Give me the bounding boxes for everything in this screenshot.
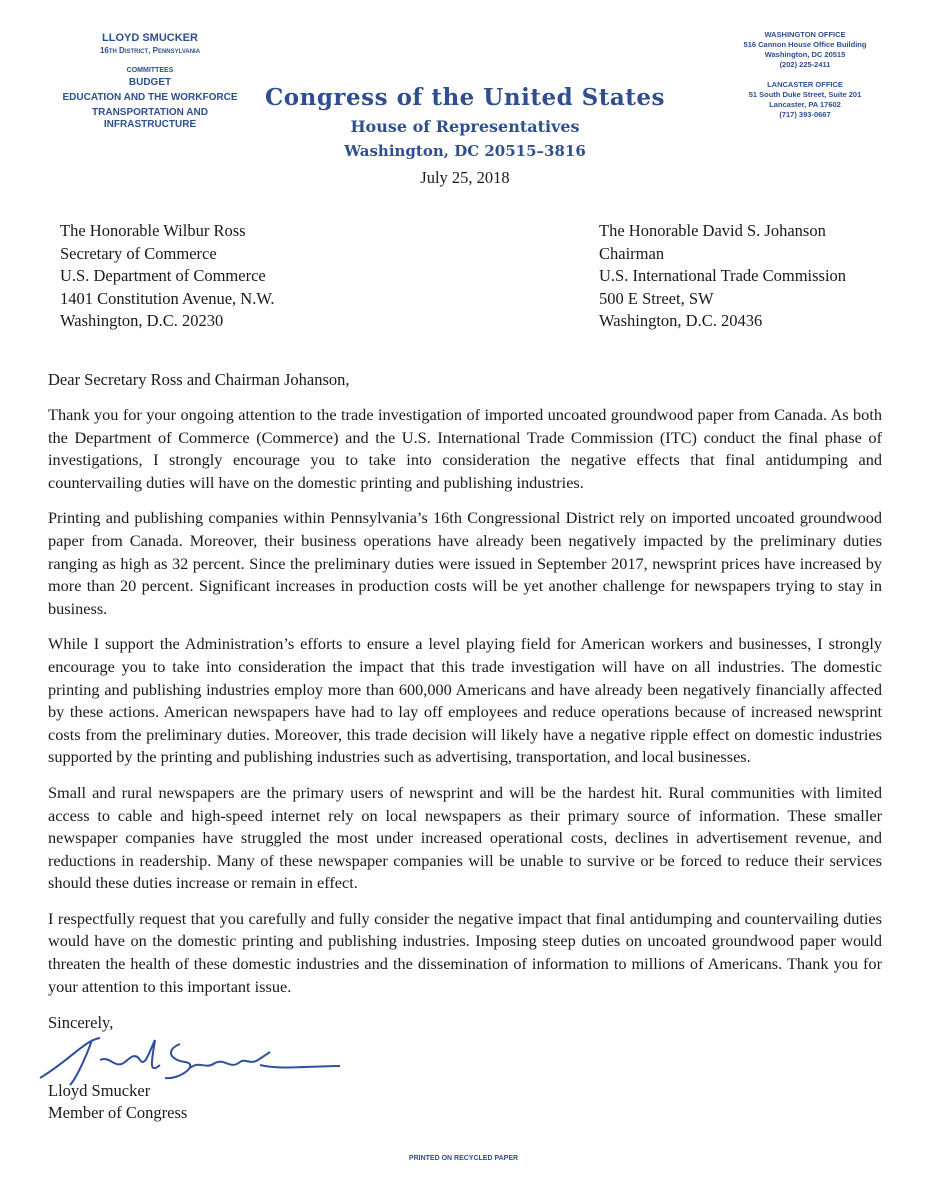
- city-zip: Washington, DC 20515–3816: [344, 142, 586, 160]
- address-line: The Honorable Wilbur Ross: [60, 221, 246, 240]
- letter-date: July 25, 2018: [420, 168, 510, 187]
- paragraph: While I support the Administration’s efforts to ensure a level playing field for American workers and businesses, I strongly encourage you to take into consideration the impact that this trade investigation will have on all industries. The domestic printing and publishing industries employ more than 600,000 Americans and have already been negatively financially affected by these actions. American newspapers have had to lay off employees and reduce operations because of increased newsprint costs from the preliminary duties. Moreover, this trade decision will likely have a negative ripple effect on domestic industries supported by the printing and publishing industries such as advertising, transportation, and local businesses.: [48, 634, 882, 767]
- office-phone: (717) 393-0667: [779, 110, 831, 119]
- letterhead-center: [230, 84, 700, 188]
- member-name: LLOYD SMUCKER: [102, 32, 198, 44]
- house-subtitle: House of Representatives: [350, 117, 580, 136]
- paragraph: Thank you for your ongoing attention to the trade investigation of imported uncoated groundwood paper from Canada. As both the Department of Commerce (Commerce) and the U.S. International Trade Commission (ITC) conduct the final phase of investigations, I strongly encourage you to take into consideration the negative effects that final antidumping and countervailing duties will have on the domestic printing and publishing industries.: [48, 405, 882, 492]
- letter-body: [48, 404, 882, 1011]
- recipient-address-2: [599, 220, 846, 333]
- address-line: Secretary of Commerce: [60, 243, 217, 263]
- handwritten-signature: [30, 1030, 360, 1090]
- paragraph: I respectfully request that you carefully and fully consider the negative impact that final antidumping and countervailing duties would have on the domestic printing and publishing industries. Imposing steep duties on uncoated groundwood paper would threaten the health of these domestic industries and the dissemination of information to millions of Americans. Thank you for your attention to this important issue.: [48, 908, 882, 996]
- address-line: Washington, D.C. 20230: [60, 311, 224, 330]
- office-line: Washington, DC 20515: [764, 50, 846, 59]
- congress-title: Congress of the United States: [264, 84, 666, 111]
- office-line: 516 Cannon House Office Building: [743, 40, 867, 49]
- office-label: LANCASTER OFFICE: [767, 80, 843, 89]
- committee: TRANSPORTATION AND INFRASTRUCTURE: [92, 107, 208, 130]
- office-line: 51 South Duke Street, Suite 201: [748, 90, 862, 99]
- closing: Sincerely,: [48, 1013, 114, 1032]
- address-line: Chairman: [599, 243, 665, 263]
- committee: BUDGET: [128, 77, 172, 88]
- letterhead-left: [40, 32, 260, 131]
- paragraph: Printing and publishing companies within Pennsylvania’s 16th Congressional District rely on imported uncoated groundwood paper from Canada. Moreover, their business operations have already been negatively impacted by the preliminary duties ranging as high as 32 percent. Since the preliminary duties were issued in September 2017, newsprint prices have increased by more than 20 percent. Significant increases in production costs will be yet another challenge for newspapers trying to stay in business.: [48, 508, 882, 618]
- address-line: 1401 Constitution Avenue, N.W.: [60, 288, 275, 308]
- address-line: 500 E Street, SW: [599, 288, 714, 308]
- paragraph: Small and rural newspapers are the primary users of newsprint and will be the hardest hit. Rural communities with limited access to cable and high-speed internet rely on local newspapers as their primary source of information. These smaller newspaper companies have struggled the most under increased operational costs, declines in advertisement revenue, and reductions in readership. Many of these newspaper companies will be unable to survive or be forced to reduce their services should these duties increase or remain in effect.: [48, 782, 882, 893]
- committee: EDUCATION AND THE WORKFORCE: [62, 92, 238, 103]
- recipient-address-1: [60, 220, 275, 333]
- recycled-paper-footer: PRINTED ON RECYCLED PAPER: [408, 1155, 519, 1162]
- district: 16th District, Pennsylvania: [99, 46, 201, 55]
- signer-name: Lloyd Smucker: [48, 1080, 151, 1100]
- letterhead-right: [700, 30, 910, 120]
- signer-title: Member of Congress: [48, 1103, 188, 1122]
- office-label: WASHINGTON OFFICE: [764, 30, 846, 39]
- committees-label: COMMITTEES: [126, 67, 174, 74]
- address-line: U.S. Department of Commerce: [60, 266, 266, 285]
- address-line: Washington, D.C. 20436: [599, 311, 763, 330]
- salutation: Dear Secretary Ross and Chairman Johanson,: [48, 370, 350, 389]
- office-line: Lancaster, PA 17602: [769, 100, 841, 109]
- address-line: U.S. International Trade Commission: [599, 266, 847, 285]
- address-line: The Honorable David S. Johanson: [599, 221, 826, 240]
- office-phone: (202) 225-2411: [779, 60, 831, 69]
